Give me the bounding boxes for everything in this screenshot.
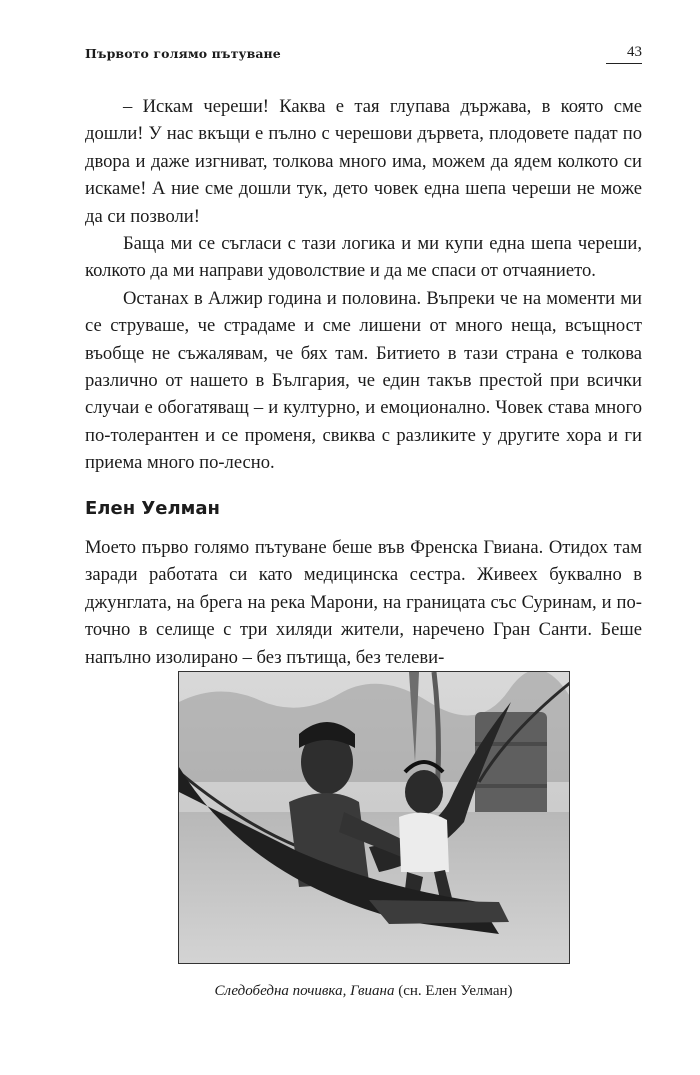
caption-title: Следобедна почивка, Гвиана — [214, 983, 395, 999]
photo-illustration — [179, 672, 570, 964]
running-title: Първото голямо пътуване — [85, 46, 281, 61]
body-text-top — [85, 93, 642, 477]
paragraph-cherries: – Искам череши! Каква е тая глупава държава, в която сме дошли! У нас вкъщи е пълно с черешови дървета, плодовете падат по двора и даже изгниват, толкова много има, можем да ядем колкото си искаме! А ние сме дошли тук, дето човек една шепа череши не може да си позволи! — [85, 96, 642, 227]
paragraph-father: Баща ми се съгласи с тази логика и ми купи една шепа череши, колкото да ми направи удоволствие и да ме спаси от отчаянието. — [85, 233, 642, 282]
photo-caption — [85, 983, 642, 1000]
caption-credit: (сн. Елен Уелман) — [394, 983, 513, 999]
page-number: 43 — [627, 44, 642, 60]
paragraph-guiana: Моето първо голямо пътуване беше във Френска Гвиана. Отидох там заради работата си като медицинска сестра. Живеех буквално в джунглата, на брега на река Марони, на границата със Суринам, и по-точно в селище с три хиляди жители, наречено Гран Санти. Беше напълно изолирано – без пътища, без телеви- — [85, 537, 642, 668]
photo-hammock — [178, 671, 570, 964]
body-text-section — [85, 534, 642, 671]
running-header — [85, 46, 642, 70]
page-number-rule — [606, 63, 642, 64]
section-heading: Елен Уелман — [85, 498, 220, 519]
paragraph-algeria: Останах в Алжир година и половина. Въпреки че на моменти ми се струваше, че страдаме и сме лишени от много неща, всъщност въобще не съжалявам, че бях там. Битието в тази страна е толкова различно от нашето в България, че един такъв престой при всички случаи е обогатяващ – и културно, и емоционално. Човек става много по-толерантен и се променя, свиква с разликите у другите хора и ги приема много по-лесно. — [85, 287, 642, 474]
